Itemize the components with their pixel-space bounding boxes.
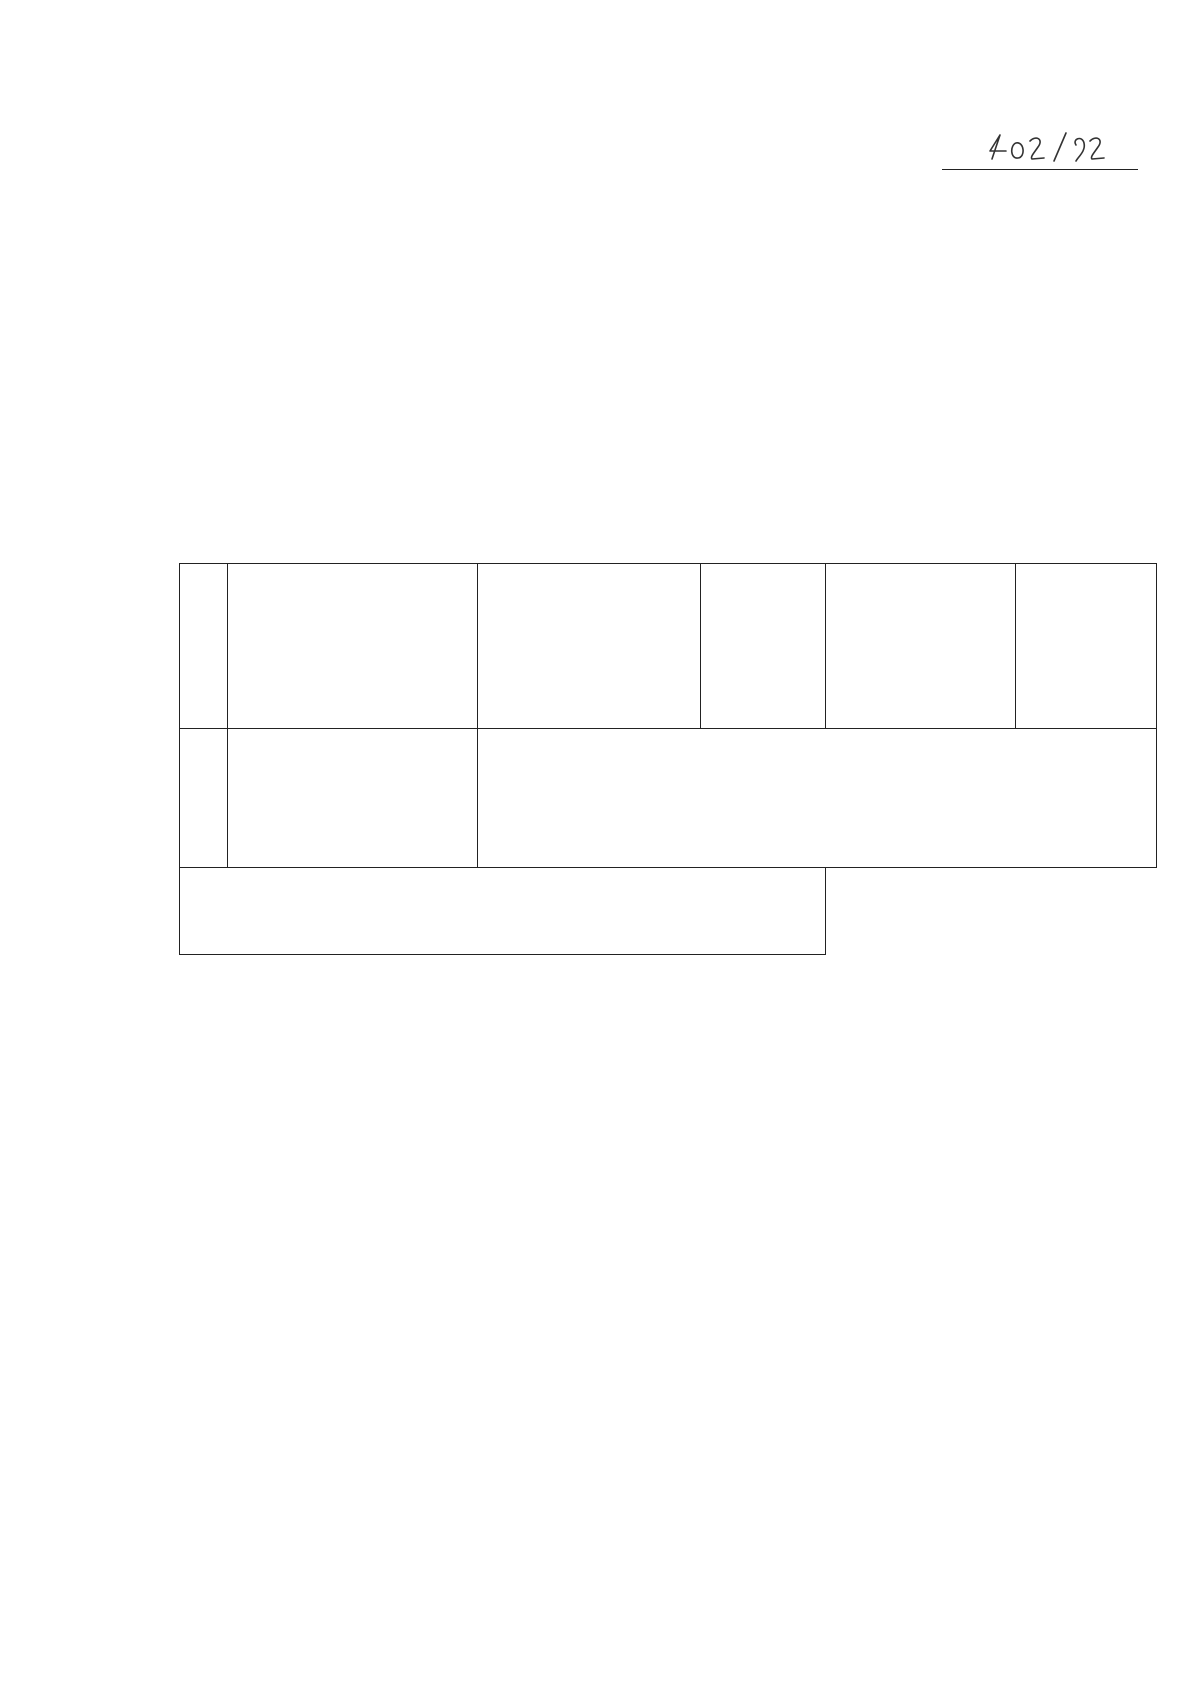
appendix-date-line bbox=[942, 138, 1138, 170]
header-period bbox=[825, 564, 1015, 729]
table-row bbox=[180, 868, 1157, 955]
header-organization bbox=[228, 564, 478, 729]
appendix-header-current bbox=[942, 138, 1138, 170]
row-number bbox=[180, 729, 228, 868]
table-header-row bbox=[180, 564, 1157, 729]
header-tariff-type bbox=[478, 564, 700, 729]
section-heading-no-vat bbox=[478, 729, 1157, 868]
header-water bbox=[1015, 564, 1156, 729]
table-row bbox=[180, 729, 1157, 868]
header-number bbox=[180, 564, 228, 729]
handwritten-number-graphic bbox=[980, 129, 1110, 169]
header-year bbox=[700, 564, 825, 729]
organization-name bbox=[228, 729, 478, 868]
tariff-table bbox=[179, 563, 1157, 955]
section-heading-population bbox=[180, 868, 826, 955]
handwritten-order-number bbox=[942, 139, 1138, 170]
